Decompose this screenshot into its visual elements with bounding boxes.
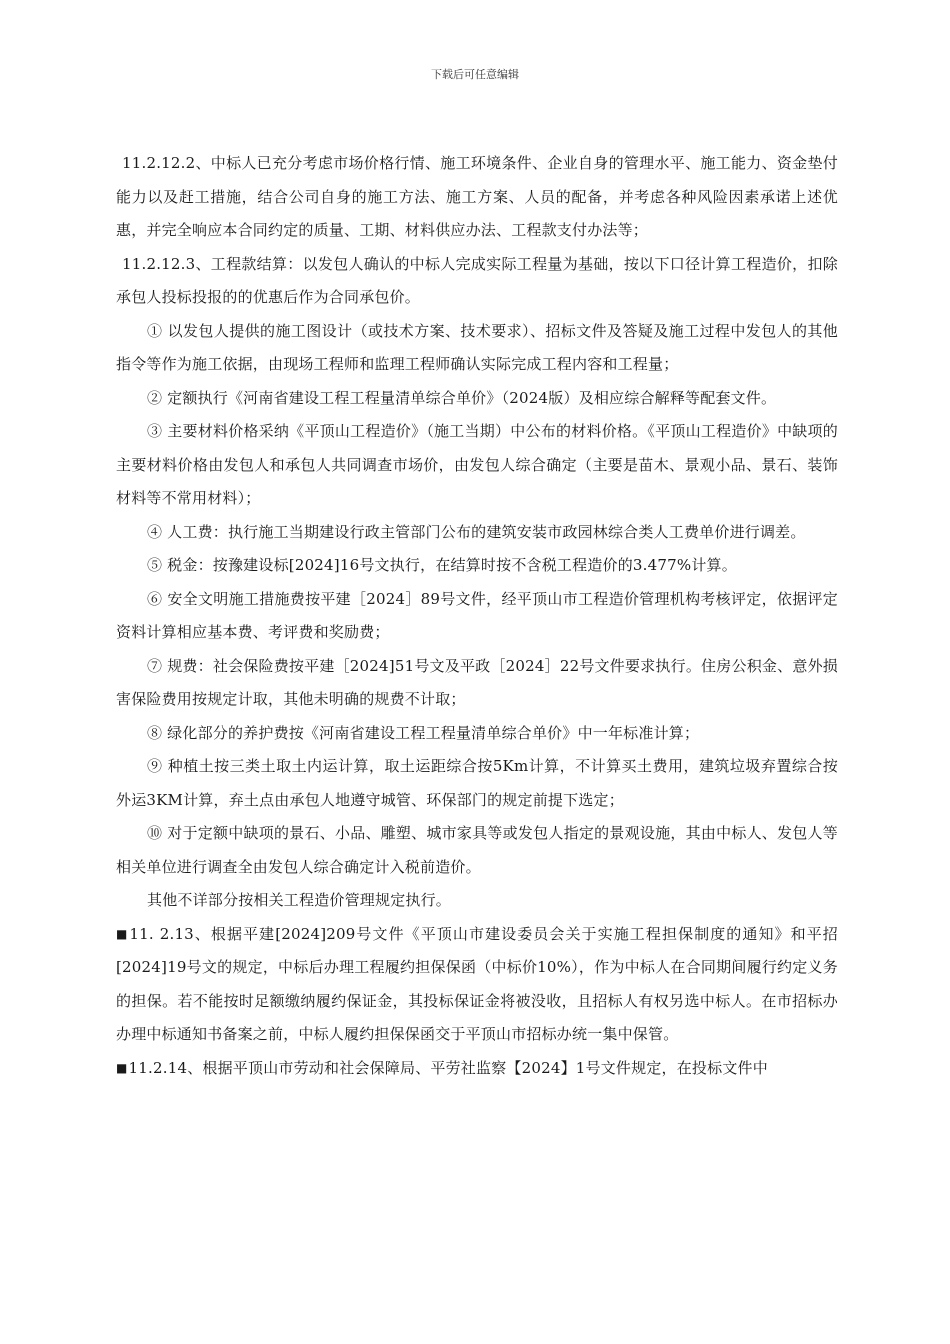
list-item-9: ⑨ 种植土按三类土取土内运计算，取土运距综合按5Km计算，不计算买土费用，建筑垃圾弃置综合按外运3KM计算，弃土点由承包人地遵守城管、环保部门的规定前提下选定；: [116, 757, 838, 809]
list-item-5: ⑤ 税金：按豫建设标[2024]16号文执行，在结算时按不含税工程造价的3.477%计算。: [147, 556, 737, 574]
list-item-10: ⑩ 对于定额中缺项的景石、小品、雕塑、城市家具等或发包人指定的景观设施，其由中标人、发包人等相关单位进行调查全由发包人综合确定计入税前造价。: [116, 824, 838, 876]
list-item-6: ⑥ 安全文明施工措施费按平建［2024］89号文件，经平顶山市工程造价管理机构考核评定，依据评定资料计算相应基本费、考评费和奖励费；: [116, 589, 838, 641]
list-item-4: ④ 人工费：执行施工当期建设行政主管部门公布的建筑安装市政园林综合类人工费单价进行调差。: [147, 522, 806, 541]
clause-11-2-12-2: 11.2.12.2、中标人已充分考虑市场价格行情、施工环境条件、企业自身的管理水平、施工能力、资金垫付能力以及赶工措施，结合公司自身的施工方法、施工方案、人员的配备，并考虑各种风险因素承诺上述优惠，并完全响应本合同约定的质量、工期、材料供应办法、工程款支付办法等；: [116, 154, 838, 239]
paragraph-other: 其他不详部分按相关工程造价管理规定执行。: [147, 891, 452, 909]
clause-11-2-12-3: 11.2.12.3、工程款结算：以发包人确认的中标人完成实际工程量为基础，按以下口径计算工程造价，扣除承包人投标投报的的优惠后作为合同承包价。: [116, 254, 838, 306]
list-item-1: ① 以发包人提供的施工图设计（或技术方案、技术要求）、招标文件及答疑及施工过程中发包人的其他指令等作为施工依据，由现场工程师和监理工程师确认实际完成工程内容和工程量；: [116, 321, 838, 373]
clause-11-2-14: [116, 1052, 838, 1086]
square-bullet-icon: ■: [116, 1060, 128, 1075]
page-header: 下载后可任意编辑: [431, 68, 519, 81]
square-bullet-icon: ■: [116, 926, 129, 941]
list-item-8: ⑧ 绿化部分的养护费按《河南省建设工程工程量清单综合单价》中一年标准计算；: [147, 723, 700, 742]
list-item-7: ⑦ 规费：社会保险费按平建［2024]51号文及平政［2024］22号文件要求执行。住房公积金、意外损害保险费用按规定计取，其他未明确的规费不计取；: [116, 656, 838, 708]
document-body: [116, 147, 838, 1085]
list-item-2: ② 定额执行《河南省建设工程工程量清单综合单价》（2024版）及相应综合解释等配套文件。: [147, 388, 777, 407]
clause-11-2-13: [116, 918, 838, 1052]
clause-11-2-13-text: 11. 2.13、根据平建[2024]209号文件《平顶山市建设委员会关于实施工程担保制度的通知》和平招[2024]19号文的规定，中标后办理工程履约担保保函（中标价10%），作为中标人在合同期间履行约定义务的担保。若不能按时足额缴纳履约保证金，其投标保证金将被没收，且招标人有权另选中标人。在市招标办办理中标通知书备案之前，中标人履约担保保函交于平顶山市招标办统一集中保管。: [116, 924, 838, 1043]
list-item-3: ③ 主要材料价格采纳《平顶山工程造价》（施工当期）中公布的材料价格。《平顶山工程造价》中缺项的主要材料价格由发包人和承包人共同调查市场价，由发包人综合确定（主要是苗木、景观小品、景石、装饰材料等不常用材料）；: [116, 422, 838, 507]
clause-11-2-14-text: 11.2.14、根据平顶山市劳动和社会保障局、平劳社监察【2024】1号文件规定，在投标文件中: [128, 1058, 768, 1077]
